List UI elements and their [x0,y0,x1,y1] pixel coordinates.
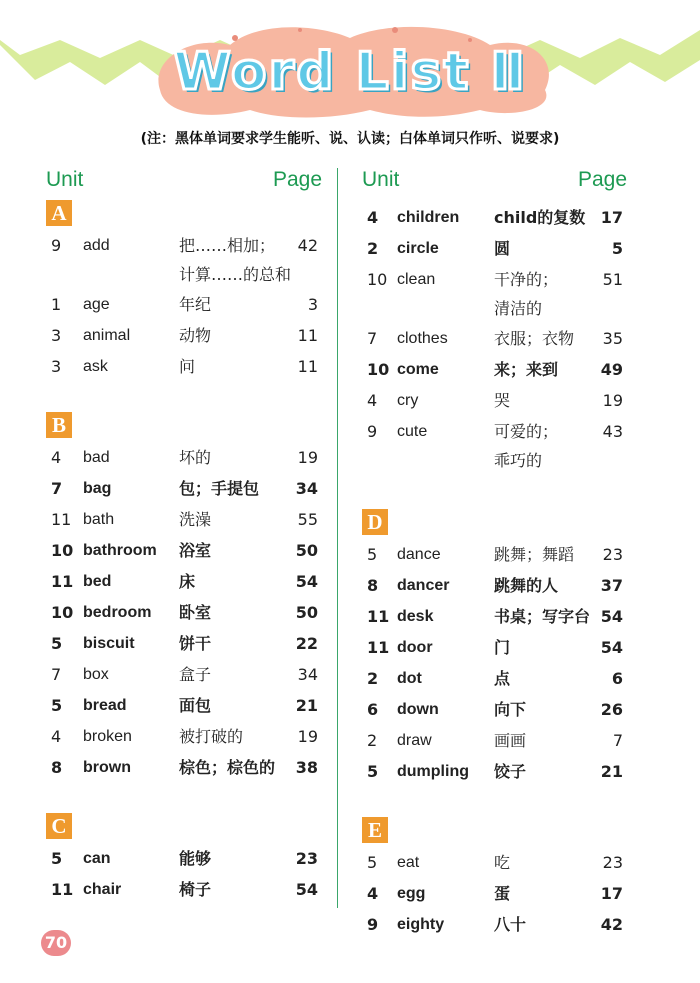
page-header-label: Page [272,168,322,191]
unit-number: 5 [367,545,378,564]
word-entry: box [83,666,109,683]
unit-header: Unit [46,168,84,191]
page-ref: 54 [295,880,318,899]
word-meaning: 动物 [179,326,212,345]
page-ref: 38 [295,758,318,777]
word-entry: animal [83,327,131,344]
word-meaning: 包；手提包 [179,479,260,498]
unit-number: 10 [367,360,390,379]
word-row [46,320,322,351]
word-meaning: 跳舞；舞蹈 [494,545,575,564]
word-entry: bedroom [83,604,152,621]
word-meaning: 衣服；衣物 [494,329,575,348]
page-ref: 23 [602,853,623,872]
page-ref: 54 [600,638,623,657]
word-row [46,566,322,597]
word-entry: bathroom [83,542,157,559]
word-meaning: 问 [179,357,196,376]
page-ref: 21 [295,696,318,715]
word-entry: brown [83,759,131,776]
page-ref: 11 [297,357,318,376]
word-entry: add [83,237,110,254]
unit-number: 11 [367,607,390,626]
page-ref: 11 [297,326,318,345]
page-ref: 23 [602,545,623,564]
word-row [46,874,322,905]
page-number: 70 [41,930,71,956]
word-meaning: 年纪 [179,295,212,314]
word-row [362,295,627,323]
word-meaning: 圆 [494,239,511,258]
word-row [362,539,627,570]
page-ref: 26 [600,700,623,719]
word-meaning: 八十 [494,915,527,934]
word-row [362,756,627,787]
word-entry: biscuit [83,635,135,652]
page-ref: 43 [602,422,623,441]
right-column [362,168,627,940]
page-ref: 19 [297,727,318,746]
unit-number: 5 [51,696,63,715]
word-entry: bread [83,697,127,714]
word-row [362,416,627,447]
word-row [46,659,322,690]
word-meaning: 被打破的 [179,727,244,746]
word-entry: egg [397,885,426,902]
page-ref: 3 [307,295,318,314]
word-row [46,752,322,783]
word-row [46,473,322,504]
word-entry: circle [397,240,439,257]
unit-number: 7 [51,479,63,498]
word-meaning: 饺子 [494,762,527,781]
page-ref: 19 [602,391,623,410]
word-entry: down [397,701,439,718]
unit-number: 5 [367,853,378,872]
word-row [46,289,322,320]
word-entry: ask [83,358,108,375]
unit-number: 5 [367,762,379,781]
word-entry: dance [397,546,441,563]
word-row [46,230,322,261]
word-row [362,725,627,756]
page-ref: 17 [600,884,623,903]
word-entry: eat [397,854,420,871]
word-entry: chair [83,881,122,898]
letter-badge-e: E [362,817,388,843]
word-meaning: 坏的 [179,448,212,467]
word-meaning: 床 [179,572,196,591]
page-ref: 37 [600,576,623,595]
page-ref: 42 [297,236,318,255]
word-meaning: 吃 [494,853,511,872]
unit-number: 9 [51,236,62,255]
word-meaning: 蛋 [494,884,511,903]
word-meaning: 卧室 [179,603,212,622]
unit-header: Unit [362,168,400,191]
word-row [362,323,627,354]
unit-number: 11 [51,880,74,899]
page-title: Word List Ⅱ [173,42,527,102]
page-ref: 35 [602,329,623,348]
word-entry: cry [397,392,419,409]
unit-number: 4 [367,391,378,410]
page-header-label: Page [577,168,627,191]
word-row [46,442,322,473]
word-meaning: 饼干 [179,634,212,653]
page-ref: 17 [600,208,623,227]
word-meaning: child的复数 [494,208,586,227]
word-row [46,504,322,535]
word-meaning: 来；来到 [494,360,559,379]
unit-number: 2 [367,239,379,258]
unit-number: 10 [51,541,74,560]
word-meaning: 计算……的总和 [179,265,292,284]
page-header [0,0,700,130]
word-entry: come [397,361,439,378]
word-row [362,385,627,416]
section-b [46,412,322,783]
page-ref: 55 [297,510,318,529]
word-row [46,597,322,628]
word-entry: door [397,639,433,656]
word-row [362,264,627,295]
word-row [46,535,322,566]
word-meaning: 椅子 [179,880,212,899]
unit-number: 10 [367,270,388,289]
page-ref: 19 [297,448,318,467]
unit-number: 7 [367,329,378,348]
letter-badge-d: D [362,509,388,535]
word-row [362,447,627,475]
word-meaning: 跳舞的人 [494,576,559,595]
section-d [362,509,627,787]
word-entry: bed [83,573,112,590]
spacer [362,787,627,813]
unit-number: 3 [51,357,62,376]
word-entry: broken [83,728,132,745]
word-row [46,351,322,382]
page-ref: 50 [295,603,318,622]
page-ref: 34 [297,665,318,684]
unit-number: 5 [51,634,63,653]
word-entry: can [83,850,111,867]
word-entry: draw [397,732,432,749]
word-entry: children [397,209,460,226]
word-meaning: 干净的； [494,270,559,289]
word-meaning: 门 [494,638,511,657]
unit-number: 7 [51,665,62,684]
word-meaning: 书桌；写字台 [494,607,591,626]
word-entry: cute [397,423,428,440]
page-ref: 23 [295,849,318,868]
page-ref: 21 [600,762,623,781]
section-e [362,817,627,940]
unit-number: 11 [51,572,74,591]
unit-number: 5 [51,849,63,868]
unit-number: 9 [367,422,378,441]
letter-badge-b: B [46,412,72,438]
column-divider [337,168,338,908]
unit-number: 4 [367,884,379,903]
word-meaning: 能够 [179,849,212,868]
unit-number: 2 [367,731,378,750]
left-column [46,168,322,905]
unit-number: 11 [367,638,390,657]
unit-number: 4 [51,448,62,467]
word-row [362,202,627,233]
word-row [362,663,627,694]
word-row [46,690,322,721]
word-row [46,628,322,659]
section-c-continued [362,202,627,475]
word-meaning: 把……相加； [179,236,276,255]
word-row [362,632,627,663]
unit-number: 6 [367,700,379,719]
page-ref: 22 [295,634,318,653]
unit-number: 9 [367,915,379,934]
word-entry: clothes [397,330,448,347]
word-meaning: 棕色；棕色的 [179,758,276,777]
word-row [362,601,627,632]
word-row [362,909,627,940]
word-row [362,570,627,601]
word-meaning: 面包 [179,696,212,715]
word-meaning: 洗澡 [179,510,212,529]
instruction-note: (注：黑体单词要求学生能听、说、认读；白体单词只作听、说要求) [140,131,560,147]
spacer [46,382,322,408]
page-ref: 51 [602,270,623,289]
unit-number: 3 [51,326,62,345]
word-meaning: 可爱的； [494,422,559,441]
column-header [362,168,627,196]
page-ref: 7 [612,731,623,750]
word-meaning: 点 [494,669,511,688]
word-entry: bad [83,449,110,466]
unit-number: 10 [51,603,74,622]
word-entry: age [83,296,110,313]
word-entry: dot [397,670,422,687]
word-entry: dancer [397,577,450,594]
letter-badge-c: C [46,813,72,839]
page-ref: 42 [600,915,623,934]
word-row [362,694,627,725]
unit-number: 4 [51,727,62,746]
unit-number: 8 [51,758,63,777]
section-a [46,200,322,382]
spacer [46,783,322,809]
word-row [46,721,322,752]
word-row [46,843,322,874]
word-row [362,354,627,385]
word-entry: bath [83,511,115,528]
page-ref: 5 [611,239,623,258]
section-c [46,813,322,905]
word-row [362,847,627,878]
word-meaning: 浴室 [179,541,212,560]
word-meaning: 哭 [494,391,511,410]
word-row [362,878,627,909]
page-ref: 54 [600,607,623,626]
word-entry: desk [397,608,434,625]
page-ref: 50 [295,541,318,560]
word-meaning: 乖巧的 [494,451,543,470]
word-entry: clean [397,271,436,288]
unit-number: 11 [51,510,72,529]
unit-number: 8 [367,576,379,595]
word-meaning: 画画 [494,731,527,750]
spacer [362,475,627,505]
page-ref: 6 [611,669,623,688]
word-entry: dumpling [397,763,469,780]
word-row [46,261,322,289]
page-ref: 49 [600,360,623,379]
word-row [362,233,627,264]
word-entry: eighty [397,916,445,933]
unit-number: 1 [51,295,62,314]
word-meaning: 盒子 [179,665,212,684]
page-ref: 34 [295,479,318,498]
column-header [46,168,322,196]
unit-number: 2 [367,669,379,688]
letter-badge-a: A [46,200,72,226]
word-meaning: 向下 [494,700,527,719]
word-meaning: 清洁的 [494,299,543,318]
word-entry: bag [83,480,112,497]
page-ref: 54 [295,572,318,591]
unit-number: 4 [367,208,379,227]
